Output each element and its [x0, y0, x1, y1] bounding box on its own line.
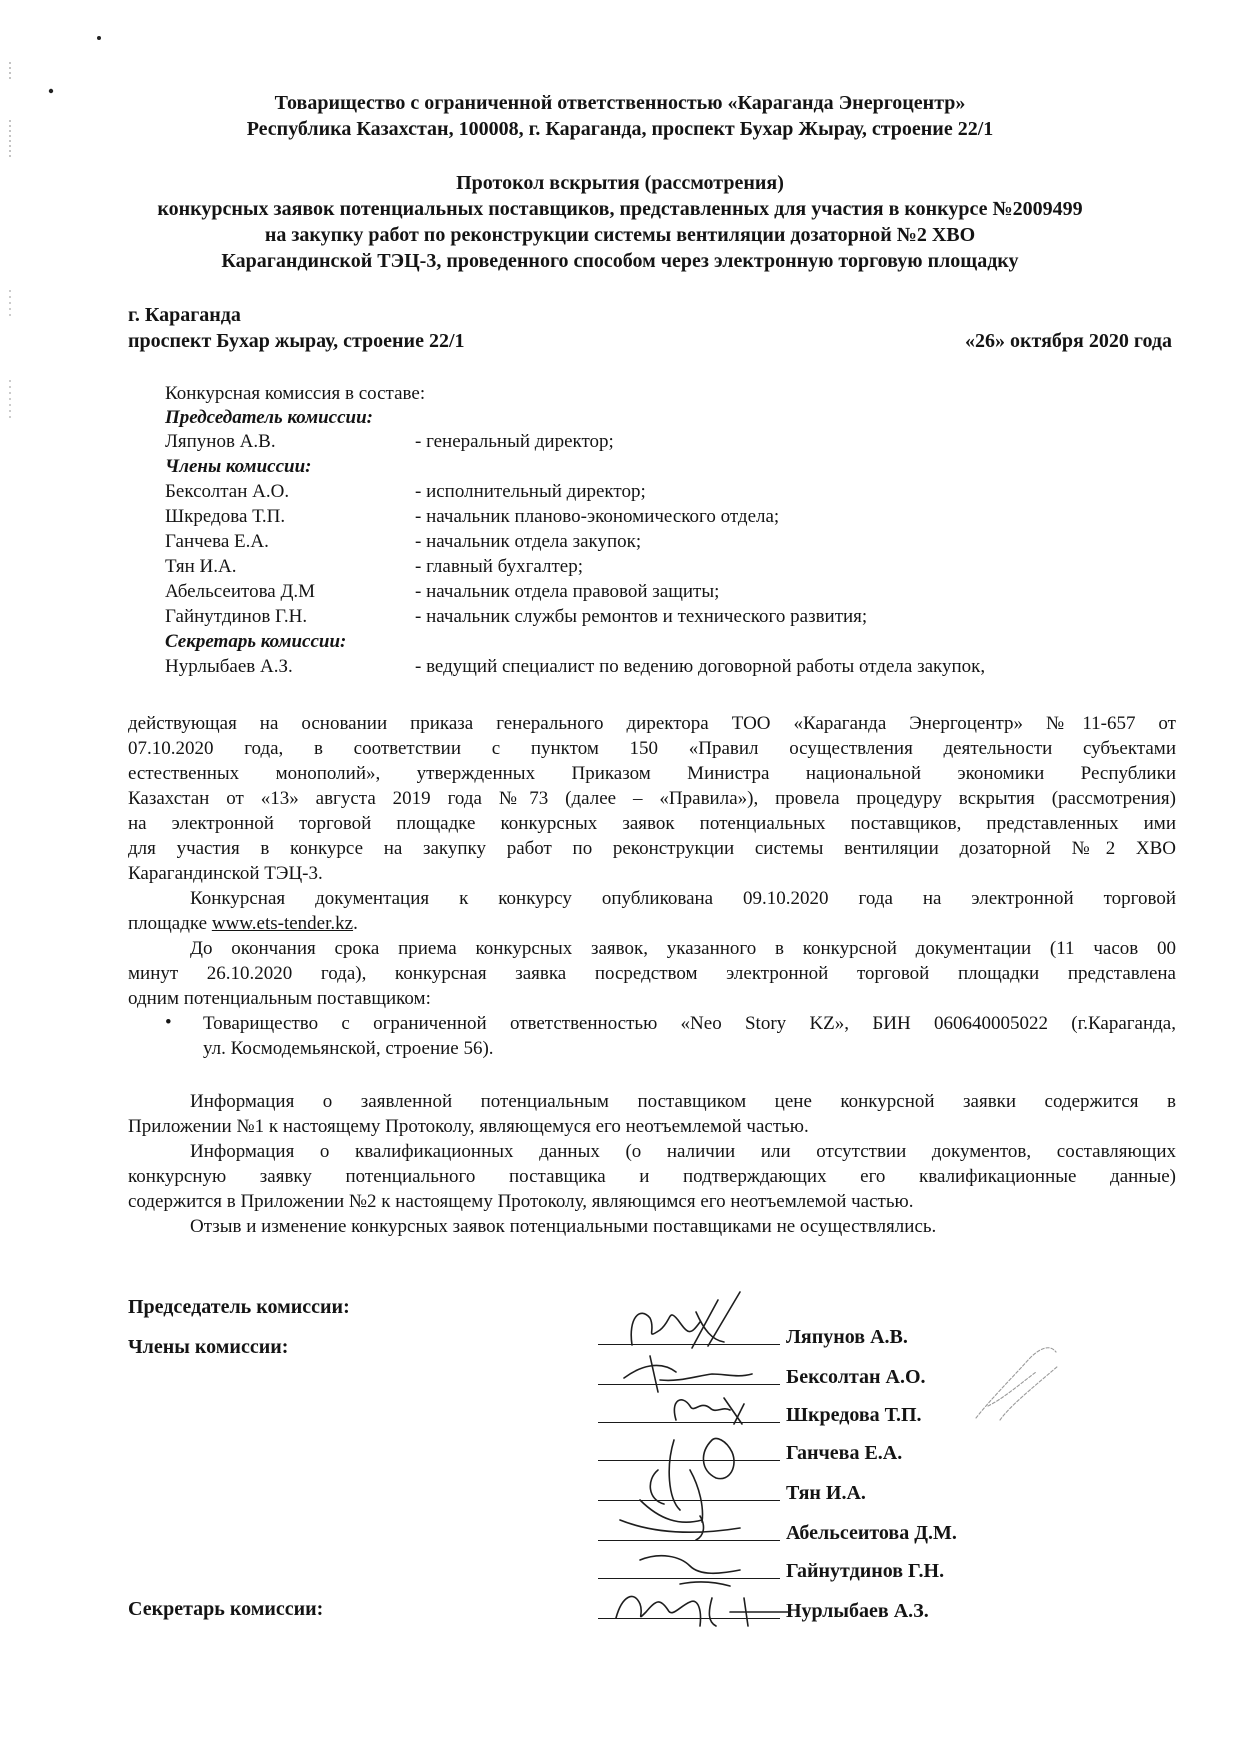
signature-beksoltan [624, 1356, 752, 1392]
body-line: До окончания срока приема конкурсных заявок, указанного в конкурсной документации (11 часов 00 [190, 938, 1176, 959]
signatory-name: Гайнутдинов Г.Н. [786, 1560, 945, 1582]
signature-lyapunov [631, 1313, 700, 1345]
bullet-icon: • [165, 1012, 172, 1033]
signature-abelseitova [620, 1516, 740, 1540]
member-name: Тян И.А. [165, 556, 237, 577]
signatory-name: Бексолтан А.О. [786, 1366, 926, 1388]
company-name: Товарищество с ограниченной ответственностью «Караганда Энергоцентр» [274, 92, 966, 114]
protocol-subtitle-line1: конкурсных заявок потенциальных поставщиков, представленных для участия в конкурсе №2009499 [157, 198, 1083, 220]
member-role: - начальник службы ремонтов и технического развития; [415, 606, 868, 627]
body-line: Отзыв и изменение конкурсных заявок потенциальными поставщиками не осуществлялись. [190, 1216, 937, 1237]
signature-gaynutdinov [640, 1556, 740, 1586]
body-line: действующая на основании приказа генерального директора ТОО «Караганда Энергоцентр» №11-657 от [128, 713, 1176, 734]
sign-members-label: Члены комиссии: [128, 1336, 289, 1358]
member-name: Ляпунов А.В. [165, 431, 276, 452]
signatory-name: Ляпунов А.В. [786, 1326, 908, 1348]
sign-secretary-label: Секретарь комиссии: [128, 1598, 324, 1620]
member-role: - главный бухгалтер; [415, 556, 583, 577]
member-role: - начальник отдела правовой защиты; [415, 581, 720, 602]
sign-chair-label: Председатель комиссии: [128, 1296, 350, 1318]
member-name: Бексолтан А.О. [165, 481, 290, 502]
member-role: - генеральный директор; [415, 431, 614, 452]
member-role: - начальник планово-экономического отдела; [415, 506, 780, 527]
bullet-line: Товарищество с ограниченной ответственностью «Neo Story KZ», БИН 060640005022 (г.Караганда, [203, 1013, 1176, 1034]
body-line: конкурсную заявку потенциального поставщика и подтверждающих его квалификационные данные) [128, 1166, 1176, 1187]
body-text: . [353, 913, 358, 934]
company-address: Республика Казахстан, 100008, г. Караганда, проспект Бухар Жырау, строение 22/1 [246, 118, 994, 140]
signature-tyan [640, 1440, 703, 1522]
body-line: 07.10.2020 года, в соответствии с пунктом 150 «Правил осуществления деятельности субъектами [128, 738, 1176, 759]
body-line: содержится в Приложении №2 к настоящему Протоколу, являющимся его неотъемлемой частью. [128, 1191, 914, 1212]
signatory-name: Тян И.А. [786, 1482, 866, 1504]
commission-intro: Конкурсная комиссия в составе: [165, 383, 426, 404]
body-line: для участия в конкурсе на закупку работ по реконструкции системы вентиляции дозаторной №2 ХВО [128, 838, 1176, 859]
signatory-name: Шкредова Т.П. [786, 1404, 922, 1426]
signatory-name: Ганчева Е.А. [786, 1442, 903, 1464]
body-line: Конкурсная документация к конкурсу опубликована 09.10.2020 года на электронной торговой [190, 888, 1176, 909]
member-role: - исполнительный директор; [415, 481, 646, 502]
signature-gancheva [703, 1439, 734, 1479]
member-name: Ганчева Е.А. [165, 531, 269, 552]
member-role: - начальник отдела закупок; [415, 531, 642, 552]
member-name: Абельсеитова Д.М [165, 581, 316, 602]
protocol-subtitle-line2: на закупку работ по реконструкции системы вентиляции дозаторной №2 ХВО [264, 224, 976, 246]
member-name: Гайнутдинов Г.Н. [165, 606, 308, 627]
signature-shkredova [674, 1398, 744, 1424]
body-line: Карагандинской ТЭЦ-3. [128, 863, 323, 884]
signature-nurlybaev [616, 1596, 790, 1626]
place-city: г. Караганда [128, 304, 241, 326]
body-line: одним потенциальным поставщиком: [128, 988, 431, 1009]
member-name: Нурлыбаев А.З. [165, 656, 293, 677]
chair-heading: Председатель комиссии: [165, 407, 373, 428]
body-line: естественных монополий», утвержденных Приказом Министра национальной экономики Республики [128, 763, 1176, 784]
member-role: - ведущий специалист по ведению договорной работы отдела закупок, [415, 656, 986, 677]
secretary-heading: Секретарь комиссии: [165, 631, 347, 652]
body-line: минут 26.10.2020 года), конкурсная заявка посредством электронной торговой площадки представлена [128, 963, 1176, 984]
members-heading: Члены комиссии: [165, 456, 312, 477]
bullet-line: ул. Космодемьянской, строение 56). [203, 1038, 494, 1059]
signatory-name: Абельсеитова Д.М. [786, 1522, 957, 1544]
body-line: Информация о заявленной потенциальным поставщиком цене конкурсной заявки содержится в [190, 1091, 1176, 1112]
website-link[interactable]: www.ets-tender.kz [211, 913, 354, 934]
place-street: проспект Бухар жырау, строение 22/1 [128, 330, 465, 352]
protocol-title: Протокол вскрытия (рассмотрения) [456, 172, 784, 194]
signatory-name: Нурлыбаев А.З. [786, 1600, 929, 1622]
body-text: площадке [128, 913, 212, 934]
body-line: Информация о квалификационных данных (о наличии или отсутствии документов, составляющих [190, 1141, 1176, 1162]
protocol-subtitle-line3: Карагандинской ТЭЦ-3, проведенного способом через электронную торговую площадку [221, 250, 1019, 272]
protocol-date: «26» октября 2020 года [965, 330, 1172, 352]
body-line: Казахстан от «13» августа 2019 года №73 (далее – «Правила»), провела процедуру вскрытия (рассмотрения) [128, 788, 1176, 809]
body-line: Приложении №1 к настоящему Протоколу, являющемуся его неотъемлемой частью. [128, 1116, 809, 1137]
member-name: Шкредова Т.П. [165, 506, 286, 527]
body-line: на электронной торговой площадке конкурсных заявок потенциальных поставщиков, представленных ими [128, 813, 1176, 834]
